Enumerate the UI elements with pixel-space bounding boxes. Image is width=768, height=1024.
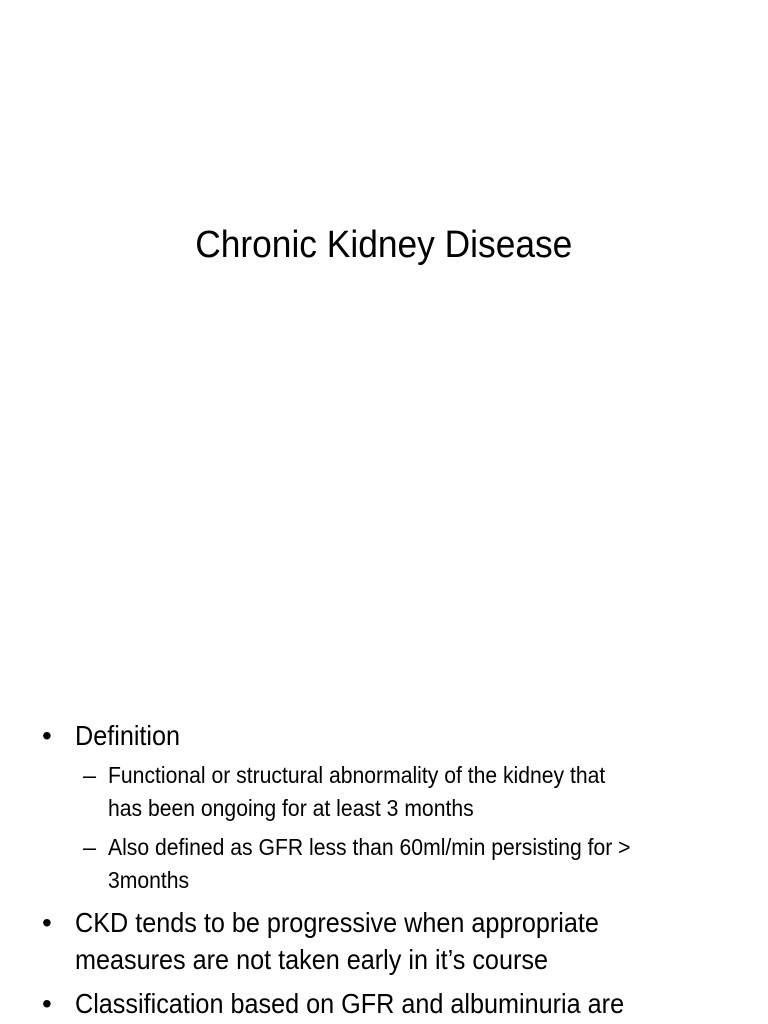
bullet-marker: • — [42, 988, 52, 1019]
slide-title-text: Chronic Kidney Disease — [195, 224, 573, 266]
bullet-text: measures are not taken early in it’s course — [75, 944, 548, 975]
sub-bullet-text: Also defined as GFR less than 60ml/min persisting for > — [108, 834, 631, 860]
bullet-text: Classification based on GFR and albuminuria are — [75, 988, 625, 1019]
slide-title — [0, 222, 768, 268]
sub-bullet-marker: – — [83, 834, 97, 860]
bullet-marker: • — [42, 720, 52, 751]
bullet-text: Definition — [75, 720, 181, 751]
sub-bullet-text: 3months — [108, 867, 190, 893]
sub-bullet-text: has been ongoing for at least 3 months — [108, 795, 474, 821]
bullet-text: CKD tends to be progressive when appropriate — [75, 907, 599, 938]
sub-bullet-text: Functional or structural abnormality of the kidney that — [108, 762, 606, 788]
sub-bullet-marker: – — [83, 762, 97, 788]
bullet-marker: • — [42, 907, 52, 938]
